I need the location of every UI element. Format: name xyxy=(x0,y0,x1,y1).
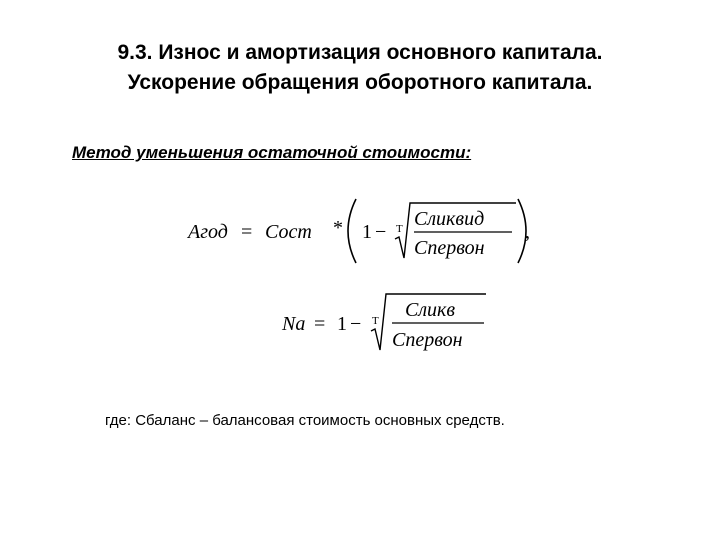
title-line-1: 9.3. Износ и амортизация основного капитала. xyxy=(117,41,603,64)
f1-minus: − xyxy=(375,221,387,243)
note-text: где: Сбаланс – балансовая стоимость основных средств. xyxy=(105,412,505,429)
title-line-2: Ускорение обращения оборотного капитала. xyxy=(127,71,593,94)
f2-denominator: Спервон xyxy=(392,329,463,351)
f1-denominator: Спервон xyxy=(414,237,485,259)
f1-coef: Сост xyxy=(265,221,312,243)
f1-trailing: , xyxy=(525,221,530,243)
f1-one: 1 xyxy=(362,221,372,243)
f1-root-index: Т xyxy=(396,223,403,235)
f1-times: * xyxy=(333,217,343,239)
f2-numerator: Сликв xyxy=(405,299,456,321)
f1-lhs: Агод xyxy=(188,221,228,243)
f1-left-paren xyxy=(348,199,356,263)
method-heading: Метод уменьшения остаточной стоимости: xyxy=(72,143,472,162)
f2-root-index: Т xyxy=(372,315,379,327)
f2-one: 1 xyxy=(337,313,347,335)
f2-lhs: Nа xyxy=(282,313,306,335)
f2-eq: = xyxy=(314,313,326,335)
f2-minus: − xyxy=(350,313,362,335)
f1-eq: = xyxy=(241,221,253,243)
f1-numerator: Сликвид xyxy=(414,208,485,230)
